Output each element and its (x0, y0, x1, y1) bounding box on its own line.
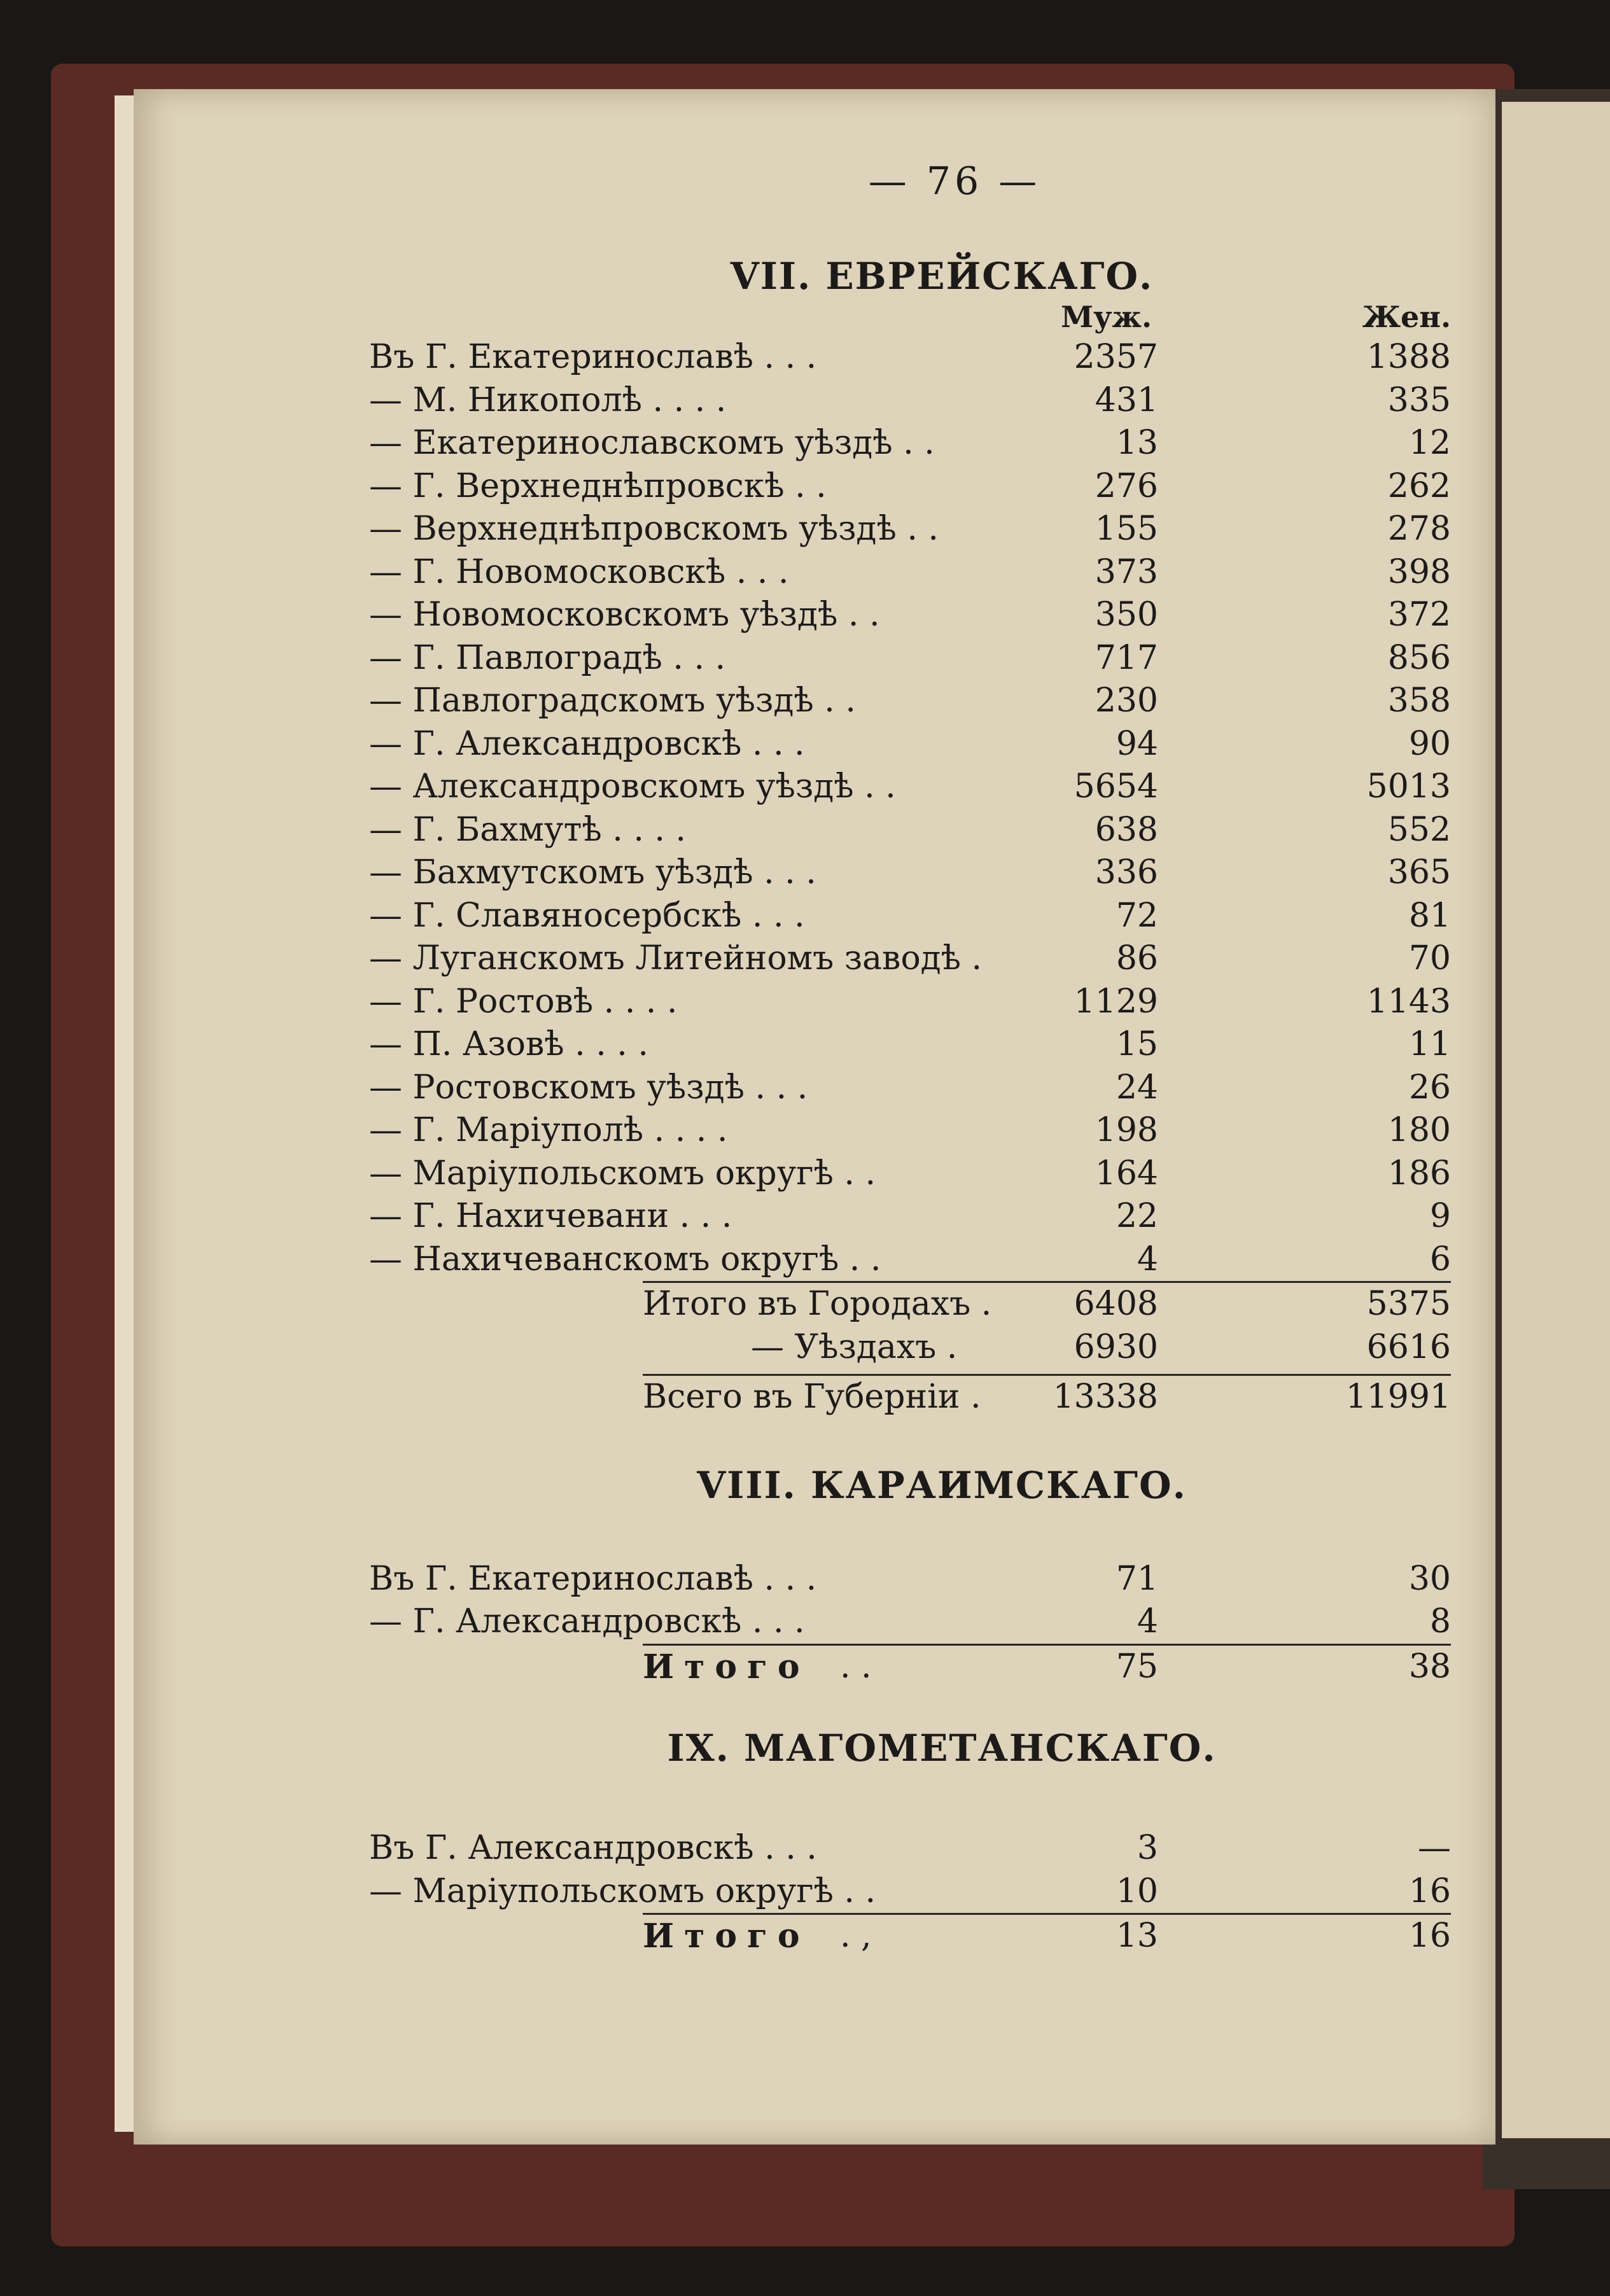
row-label: — Г. Нахичевани . . . (369, 1197, 732, 1235)
table-row (369, 1238, 1451, 1282)
row-label: — Маріупольскомъ округѣ . . (369, 1872, 876, 1910)
row-label: — Г. Ростовѣ . . . . (369, 982, 678, 1021)
row-female-count: 180 (1387, 1111, 1451, 1149)
row-male-count: 164 (1095, 1154, 1158, 1193)
row-male-count: 10 (1116, 1872, 1158, 1910)
table-row (369, 594, 1451, 637)
row-male-count: 155 (1095, 510, 1158, 548)
row-female-count: 11 (1408, 1025, 1451, 1063)
table-row (369, 981, 1451, 1024)
row-female-count: 358 (1387, 682, 1451, 720)
row-female-count: 81 (1408, 896, 1451, 935)
table-row (369, 379, 1451, 423)
row-female-count: 398 (1387, 552, 1451, 591)
row-label: — Павлоградскомъ уѣздѣ . . (369, 682, 856, 720)
table-row (369, 336, 1451, 379)
table-row (369, 1152, 1451, 1196)
row-label: — Новомосковскомъ уѣздѣ . . (369, 596, 880, 634)
column-header-female: Жен. (1362, 300, 1451, 334)
row-label: — Ростовскомъ уѣздѣ . . . (369, 1068, 808, 1107)
section-jewish-rows (369, 336, 1451, 1281)
total-cities-female: 5375 (1366, 1285, 1451, 1323)
row-female-count: 5013 (1366, 767, 1451, 806)
row-label: — Г. Павлоградѣ . . . (369, 638, 726, 677)
total-cities-label: Итого въ Городахъ . (643, 1285, 992, 1323)
grand-total-label: Всего въ Губерніи . (643, 1378, 981, 1416)
row-female-count: 30 (1408, 1559, 1451, 1598)
row-label: — Нахичеванскомъ округѣ . . (369, 1240, 881, 1278)
total-districts-row (643, 1326, 1451, 1369)
row-male-count: 86 (1116, 939, 1158, 977)
row-male-count: 5654 (1074, 767, 1158, 806)
row-female-count: 90 (1408, 724, 1451, 763)
column-header-row (369, 298, 1451, 336)
row-female-count: 6 (1429, 1240, 1451, 1278)
row-male-count: 71 (1116, 1559, 1158, 1598)
muslim-total-row (643, 1913, 1451, 1958)
row-label: — П. Азовѣ . . . . (369, 1025, 648, 1063)
row-label: — Г. Славяносербскѣ . . . (369, 896, 805, 935)
row-label: — Бахмутскомъ уѣздѣ . . . (369, 853, 816, 892)
row-label: — М. Никополѣ . . . . (369, 381, 727, 419)
table-row (369, 1600, 1451, 1644)
table-row (369, 766, 1451, 809)
section-title-muslim: IX. МАГОМЕТАНСКАГО. (667, 1726, 1217, 1770)
column-header-male: Муж. (1061, 300, 1152, 334)
row-male-count: 373 (1095, 552, 1158, 591)
karaite-total-female: 38 (1408, 1647, 1451, 1686)
total-districts-male: 6930 (1074, 1327, 1158, 1366)
row-male-count: 4 (1137, 1602, 1158, 1641)
row-label: — Г. Новомосковскѣ . . . (369, 552, 789, 591)
table-row (369, 1067, 1451, 1110)
row-female-count: 372 (1387, 596, 1451, 634)
row-label: — Г. Александровскѣ . . . (369, 1602, 805, 1641)
row-label: — Г. Верхнеднѣпровскѣ . . (369, 466, 827, 505)
row-female-count: 262 (1387, 466, 1451, 505)
row-male-count: 3 (1137, 1829, 1158, 1867)
row-label: — Екатеринославскомъ уѣздѣ . . (369, 424, 935, 462)
row-male-count: 336 (1095, 853, 1158, 892)
row-male-count: 230 (1095, 682, 1158, 720)
row-female-count: 9 (1429, 1197, 1451, 1235)
row-label: Въ Г. Александровскѣ . . . (369, 1829, 817, 1867)
table-row (369, 637, 1451, 680)
row-label: — Г. Маріуполѣ . . . . (369, 1111, 728, 1149)
karaite-total-row (643, 1644, 1451, 1689)
row-female-count: 12 (1408, 424, 1451, 462)
row-male-count: 276 (1095, 466, 1158, 505)
section-title-jewish: VII. ЕВРЕЙСКАГО. (730, 255, 1154, 298)
page-number: — 76 — (868, 159, 1041, 204)
row-male-count: 4 (1137, 1240, 1158, 1278)
row-male-count: 13 (1116, 424, 1158, 462)
row-female-count: 70 (1408, 939, 1451, 977)
row-label: — Г. Бахмутѣ . . . . (369, 810, 686, 849)
row-label: Въ Г. Екатеринославѣ . . . (369, 338, 817, 376)
row-female-count: 552 (1387, 810, 1451, 849)
karaite-total-dots: . . (840, 1647, 872, 1686)
table-row (369, 1870, 1451, 1914)
karaite-total-label: Итого (643, 1647, 810, 1686)
row-female-count: 335 (1387, 381, 1451, 419)
table-row (369, 1558, 1451, 1601)
row-female-count: 278 (1387, 510, 1451, 548)
row-male-count: 22 (1116, 1197, 1158, 1235)
row-male-count: 24 (1116, 1068, 1158, 1107)
row-male-count: 717 (1095, 638, 1158, 677)
row-label: — Луганскомъ Литейномъ заводѣ . (369, 939, 983, 977)
section-karaite-rows (369, 1558, 1451, 1644)
grand-total-row (643, 1374, 1451, 1419)
table-row (369, 895, 1451, 938)
row-male-count: 431 (1095, 381, 1158, 419)
section-title-karaite: VIII. КАРАИМСКАГО. (697, 1463, 1187, 1507)
table-row (369, 680, 1451, 723)
table-row (369, 851, 1451, 895)
row-male-count: 350 (1095, 596, 1158, 634)
row-female-count: 16 (1408, 1872, 1451, 1910)
row-male-count: 1129 (1074, 982, 1158, 1021)
total-cities-male: 6408 (1074, 1285, 1158, 1323)
adjacent-page (1502, 102, 1610, 2138)
row-male-count: 94 (1116, 724, 1158, 763)
total-cities-row (643, 1281, 1451, 1326)
row-female-count: 26 (1408, 1068, 1451, 1107)
table-row (369, 1195, 1451, 1238)
total-districts-female: 6616 (1366, 1327, 1451, 1366)
row-male-count: 2357 (1074, 338, 1158, 376)
table-row (369, 465, 1451, 508)
row-label: Въ Г. Екатеринославѣ . . . (369, 1559, 817, 1598)
row-label: — Александровскомъ уѣздѣ . . (369, 767, 896, 806)
table-row (369, 723, 1451, 766)
row-female-count: 365 (1387, 853, 1451, 892)
grand-total-male: 13338 (1053, 1378, 1158, 1416)
total-districts-label: — Уѣздахъ . (751, 1327, 958, 1366)
table-row (369, 1023, 1451, 1067)
table-row (369, 1827, 1451, 1870)
section-muslim-rows (369, 1827, 1451, 1913)
table-row (369, 937, 1451, 981)
table-row (369, 1109, 1451, 1152)
muslim-total-label: Итого (643, 1917, 810, 1956)
muslim-total-female: 16 (1408, 1917, 1451, 1955)
table-row (369, 422, 1451, 465)
row-male-count: 198 (1095, 1111, 1158, 1149)
row-female-count: 856 (1387, 638, 1451, 677)
row-female-count: 8 (1429, 1602, 1451, 1641)
row-male-count: 638 (1095, 810, 1158, 849)
row-female-count: 186 (1387, 1154, 1451, 1193)
karaite-total-male: 75 (1116, 1647, 1158, 1686)
table-row (369, 508, 1451, 551)
row-label: — Г. Александровскѣ . . . (369, 724, 805, 763)
table-row (369, 551, 1451, 594)
page-content (369, 159, 1451, 1958)
row-label: — Маріупольскомъ округѣ . . (369, 1154, 876, 1193)
grand-total-female: 11991 (1345, 1378, 1451, 1416)
row-female-count: 1388 (1366, 338, 1451, 376)
row-male-count: 72 (1116, 896, 1158, 935)
muslim-total-male: 13 (1116, 1917, 1158, 1955)
muslim-total-dots: . , (840, 1917, 872, 1955)
row-female-count: 1143 (1366, 982, 1451, 1021)
row-male-count: 15 (1116, 1025, 1158, 1063)
table-row (369, 809, 1451, 852)
row-label: — Верхнеднѣпровскомъ уѣздѣ . . (369, 510, 939, 548)
row-female-count: — (1418, 1829, 1451, 1867)
